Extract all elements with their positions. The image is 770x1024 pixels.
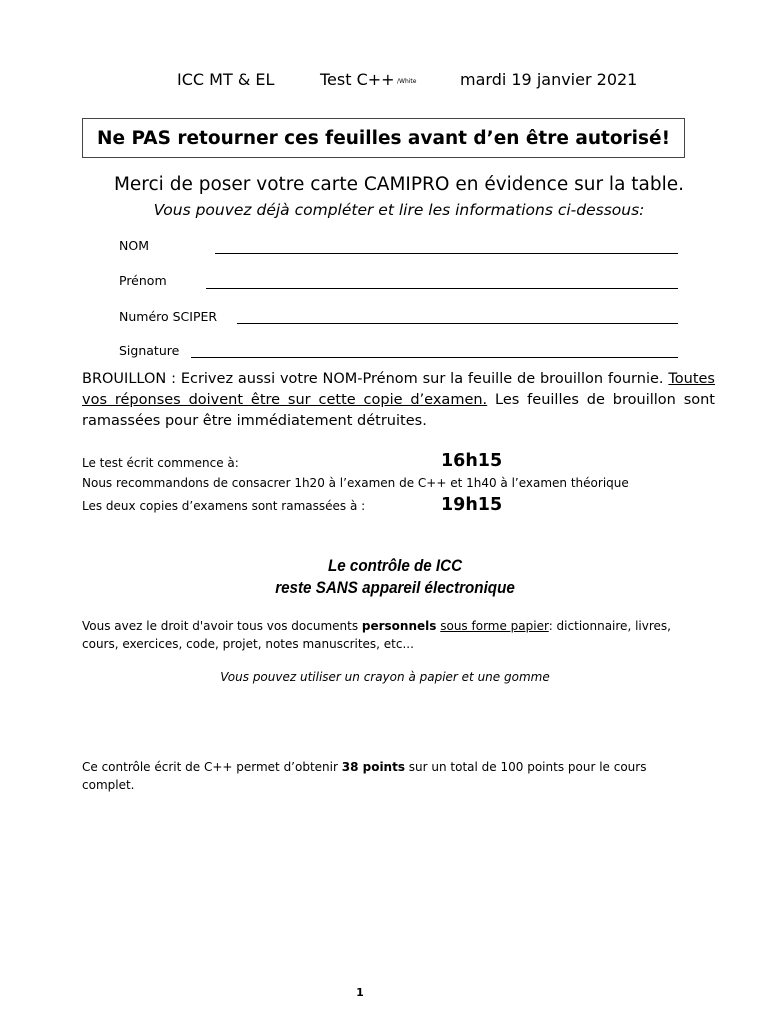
exam-date: mardi 19 janvier 2021 bbox=[460, 70, 638, 89]
points-bold: 38 points bbox=[341, 760, 405, 774]
recommendation-text: Nous recommandons de consacrer 1h20 à l’examen de C++ et 1h40 à l’examen théorique bbox=[82, 476, 629, 490]
version-label: /White bbox=[397, 78, 417, 85]
start-label: Le test écrit commence à: bbox=[82, 456, 239, 470]
controle-line-1: Le contrôle de ICC bbox=[327, 557, 463, 575]
crayon-note: Vous pouvez utiliser un crayon à papier et une gomme bbox=[220, 670, 550, 684]
prenom-label: Prénom bbox=[119, 273, 167, 288]
end-label: Les deux copies d’examens sont ramassées à : bbox=[82, 499, 366, 513]
documents-text-2: : dictionnaire, livres, cours, exercices, code, projet, notes manuscrites, etc... bbox=[82, 619, 671, 651]
camipro-instruction: Merci de poser votre carte CAMIPRO en évidence sur la table. bbox=[113, 174, 685, 195]
nom-label: NOM bbox=[119, 238, 149, 253]
warning-text: Ne PAS retourner ces feuilles avant d’en être autorisé! bbox=[96, 127, 671, 149]
end-time: 19h15 bbox=[441, 495, 503, 515]
sciper-field[interactable] bbox=[237, 323, 678, 324]
sciper-label: Numéro SCIPER bbox=[119, 309, 218, 324]
points-text-2: sur un total de 100 points pour le cours complet. bbox=[82, 760, 647, 792]
points-paragraph bbox=[82, 758, 702, 794]
documents-paragraph bbox=[82, 617, 702, 653]
points-text-1: Ce contrôle écrit de C++ permet d’obtenir bbox=[82, 760, 342, 774]
prenom-field[interactable] bbox=[206, 288, 678, 289]
exam-header bbox=[0, 70, 770, 92]
warning-box bbox=[82, 118, 685, 158]
test-name: Test C++ bbox=[320, 70, 395, 89]
page-number: 1 bbox=[356, 986, 364, 999]
nom-field[interactable] bbox=[215, 253, 678, 254]
start-time: 16h15 bbox=[441, 451, 503, 471]
signature-label: Signature bbox=[119, 343, 180, 358]
signature-field[interactable] bbox=[191, 357, 678, 358]
brouillon-text-2: Les feuilles de brouillon sont ramassées pour être immédiatement détruites. bbox=[82, 392, 715, 429]
documents-text-1: Vous avez le droit d'avoir tous vos documents bbox=[82, 619, 362, 633]
documents-bold: personnels bbox=[361, 619, 437, 633]
fill-in-instruction: Vous pouvez déjà compléter et lire les informations ci-dessous: bbox=[153, 201, 645, 219]
brouillon-underlined: Toutes vos réponses doivent être sur cette copie d’examen. bbox=[82, 371, 715, 408]
brouillon-text-1: BROUILLON : Ecrivez aussi votre NOM-Prénom sur la feuille de brouillon fournie. bbox=[82, 371, 669, 387]
controle-line-2: reste SANS appareil électronique bbox=[275, 579, 515, 597]
documents-underlined: sous forme papier bbox=[440, 619, 549, 633]
brouillon-paragraph bbox=[82, 369, 715, 432]
controle-heading bbox=[32, 555, 759, 599]
course-name: ICC MT & EL bbox=[177, 70, 275, 89]
